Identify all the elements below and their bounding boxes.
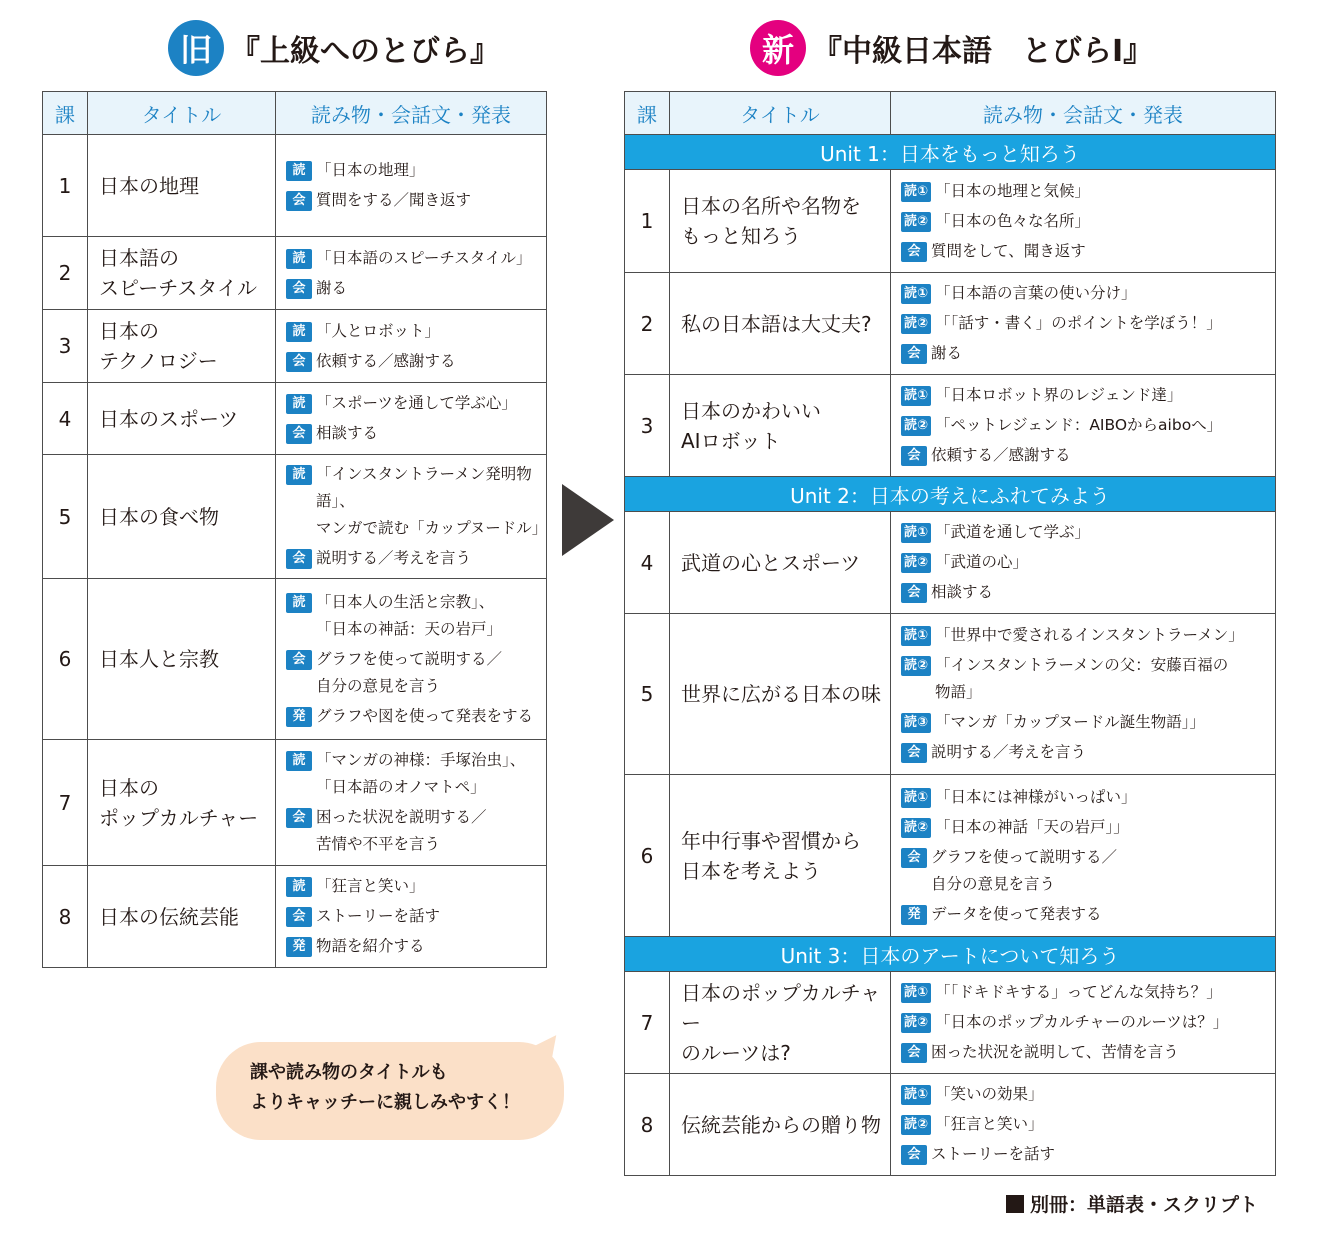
- table-row: [43, 383, 547, 455]
- material-text: ストーリーを話す: [931, 1145, 1056, 1163]
- lesson-materials: [891, 375, 1276, 477]
- material-item: [286, 318, 546, 345]
- material-item: [286, 589, 546, 643]
- lesson-title: 日本の地理: [88, 135, 276, 237]
- material-text: 「インスタントラーメンの父：安藤百福の 物語」: [935, 656, 1229, 701]
- material-type-badge: 会: [286, 352, 312, 372]
- material-type-badge: 読①: [901, 284, 931, 304]
- material-item: [901, 784, 1275, 811]
- material-type-badge: 会: [901, 1043, 927, 1063]
- table-row: [43, 579, 547, 740]
- lesson-materials: [891, 775, 1276, 937]
- material-type-badge: 読: [286, 877, 312, 897]
- material-text: 「マンガの神様：手塚治虫」、 「日本語のオノマトペ」: [316, 751, 526, 796]
- material-type-badge: 読①: [901, 386, 931, 406]
- material-item: [901, 844, 1275, 898]
- unit-header-row: [625, 135, 1276, 170]
- material-text: 「インスタントラーメン発明物語」、 マンガで読む「カップヌードル」: [316, 465, 548, 537]
- material-text: 「日本の神話「天の岩戸」」: [935, 817, 1129, 836]
- material-type-badge: 読③: [901, 713, 931, 733]
- material-item: [286, 703, 546, 730]
- material-text: 「日本語のスピーチスタイル」: [316, 248, 532, 267]
- lesson-number: 5: [625, 614, 670, 775]
- lesson-number: 5: [43, 455, 88, 579]
- material-text: 「スポーツを通して学ぶ心」: [316, 394, 517, 412]
- material-item: [286, 157, 546, 184]
- lesson-number: 1: [625, 170, 670, 273]
- lesson-title: 私の日本語は大丈夫?: [670, 273, 891, 375]
- material-item: [901, 549, 1275, 576]
- material-text: 「「話す・書く」のポイントを学ぼう！」: [935, 314, 1222, 332]
- material-text: グラフを使って説明する／ 自分の意見を言う: [931, 847, 1118, 893]
- supplement-note: [1006, 1190, 1258, 1217]
- new-badge-circle: 新: [750, 20, 806, 76]
- material-item: [901, 340, 1275, 367]
- material-text: 説明する／考えを言う: [931, 743, 1087, 761]
- black-square-icon: [1006, 1195, 1024, 1213]
- table-row: [625, 512, 1276, 614]
- material-type-badge: 会: [901, 583, 927, 603]
- table-row: [625, 170, 1276, 273]
- material-text: 「狂言と笑い」: [316, 877, 425, 895]
- lesson-title: 日本のかわいい AIロボット: [670, 375, 891, 477]
- material-text: 謝る: [316, 278, 348, 297]
- material-text: 「日本人の生活と宗教」、 「日本の神話：天の岩戸」: [316, 592, 503, 638]
- material-item: [901, 901, 1275, 928]
- material-item: [286, 804, 546, 858]
- lesson-number: 3: [625, 375, 670, 477]
- table-row: [625, 1074, 1276, 1176]
- material-item: [901, 739, 1275, 766]
- lesson-materials: [276, 135, 547, 237]
- material-text: 「武道を通して学ぶ」: [935, 523, 1091, 541]
- material-type-badge: 読②: [901, 818, 931, 838]
- material-text: 困った状況を説明する／ 苦情や不平を言う: [316, 808, 487, 853]
- lesson-title: 日本のスポーツ: [88, 383, 276, 455]
- lesson-number: 2: [625, 273, 670, 375]
- lesson-materials: [891, 273, 1276, 375]
- material-type-badge: 会: [901, 848, 927, 868]
- material-item: [286, 390, 546, 417]
- unit-header: Unit 2：日本の考えにふれてみよう: [625, 477, 1276, 512]
- material-text: 「日本の地理と気候」: [935, 181, 1091, 200]
- material-text: 「日本語の言葉の使い分け」: [935, 284, 1137, 302]
- lesson-title: 武道の心とスポーツ: [670, 512, 891, 614]
- lesson-title: 日本の テクノロジー: [88, 310, 276, 383]
- material-item: [286, 461, 546, 542]
- material-item: [286, 245, 546, 272]
- material-type-badge: 読: [286, 322, 312, 342]
- material-item: [901, 238, 1275, 265]
- table-row: [625, 972, 1276, 1074]
- material-item: [901, 1141, 1275, 1168]
- new-contents-table: [624, 91, 1276, 1176]
- material-type-badge: 会: [901, 242, 927, 262]
- table-row: [43, 740, 547, 866]
- table-row: [43, 866, 547, 968]
- lesson-number: 6: [43, 579, 88, 740]
- material-text: 「マンガ「カップヌードル誕生物語」」: [935, 713, 1206, 731]
- material-text: 質問をして、聞き返す: [931, 241, 1086, 260]
- table-row: [625, 273, 1276, 375]
- material-type-badge: 会: [286, 907, 312, 927]
- lesson-number: 8: [43, 866, 88, 968]
- old-book-title: 『上級へのとびら』: [230, 34, 500, 69]
- material-item: [286, 903, 546, 930]
- material-text: 「武道の心」: [935, 553, 1029, 571]
- lesson-materials: [276, 383, 547, 455]
- lesson-materials: [891, 512, 1276, 614]
- material-item: [901, 382, 1275, 409]
- material-type-badge: 読②: [901, 656, 931, 676]
- material-type-badge: 会: [286, 549, 312, 569]
- material-type-badge: 読②: [901, 553, 931, 573]
- lesson-title: 日本語の スピーチスタイル: [88, 237, 276, 310]
- arrow-right-icon: [562, 484, 614, 556]
- material-text: 「人とロボット」: [316, 321, 441, 340]
- table-row: [43, 237, 547, 310]
- material-type-badge: 会: [286, 650, 312, 670]
- material-item: [901, 412, 1275, 439]
- material-item: [901, 652, 1275, 706]
- material-item: [286, 873, 546, 900]
- material-type-badge: 会: [286, 279, 312, 299]
- supplement-text: 別冊：単語表・スクリプト: [1030, 1194, 1259, 1216]
- table-row: [625, 775, 1276, 937]
- material-item: [901, 519, 1275, 546]
- material-item: [901, 1111, 1275, 1138]
- material-text: データを使って発表する: [931, 904, 1102, 923]
- new-book-title: 『中級日本語 とびらⅠ』: [812, 34, 1154, 69]
- unit-header: Unit 3：日本のアートについて知ろう: [625, 937, 1276, 972]
- material-item: [286, 187, 546, 214]
- header-lesson: 課: [625, 92, 670, 135]
- table-row: [43, 135, 547, 237]
- material-type-badge: 読①: [901, 182, 931, 202]
- material-type-badge: 発: [286, 707, 312, 727]
- material-type-badge: 会: [286, 191, 312, 211]
- material-item: [901, 1009, 1275, 1036]
- lesson-number: 8: [625, 1074, 670, 1176]
- material-type-badge: 読: [286, 394, 312, 414]
- lesson-title: 世界に広がる日本の味: [670, 614, 891, 775]
- material-type-badge: 読②: [901, 1115, 931, 1135]
- header-lesson: 課: [43, 92, 88, 135]
- table-row: [625, 375, 1276, 477]
- material-item: [901, 1081, 1275, 1108]
- lesson-title: 伝統芸能からの贈り物: [670, 1074, 891, 1176]
- material-type-badge: 読②: [901, 314, 931, 334]
- lesson-number: 6: [625, 775, 670, 937]
- material-text: 相談する: [931, 583, 994, 601]
- lesson-materials: [891, 972, 1276, 1074]
- material-item: [901, 208, 1275, 235]
- material-type-badge: 会: [901, 344, 927, 364]
- material-text: 「笑いの効果」: [935, 1085, 1044, 1103]
- speech-bubble: [216, 1042, 564, 1140]
- material-item: [901, 622, 1275, 649]
- material-text: 物語を紹介する: [316, 937, 425, 955]
- material-text: 依頼する／感謝する: [931, 446, 1071, 464]
- old-contents-table: [42, 91, 547, 968]
- table-row: [625, 614, 1276, 775]
- lesson-materials: [276, 455, 547, 579]
- material-type-badge: 読①: [901, 788, 931, 808]
- unit-header: Unit 1：日本をもっと知ろう: [625, 135, 1276, 170]
- lesson-number: 1: [43, 135, 88, 237]
- material-text: グラフを使って説明する／ 自分の意見を言う: [316, 649, 503, 695]
- material-text: 「ペットレジェンド：AIBOからaiboへ」: [935, 416, 1223, 434]
- material-item: [286, 420, 546, 447]
- lesson-title: 日本の名所や名物を もっと知ろう: [670, 170, 891, 273]
- lesson-number: 3: [43, 310, 88, 383]
- material-item: [901, 814, 1275, 841]
- bubble-line-1: 課や読み物のタイトルも: [250, 1062, 448, 1083]
- table-row: [43, 455, 547, 579]
- lesson-number: 4: [43, 383, 88, 455]
- material-type-badge: 発: [286, 937, 312, 957]
- lesson-materials: [276, 740, 547, 866]
- lesson-materials: [891, 1074, 1276, 1176]
- material-text: 説明する／考えを言う: [316, 549, 472, 567]
- material-text: 「日本の色々な名所」: [935, 211, 1091, 230]
- bubble-line-2: よりキャッチーに親しみやすく！: [250, 1092, 520, 1113]
- material-type-badge: 読②: [901, 1013, 931, 1033]
- material-text: 「日本には神様がいっぱい」: [935, 787, 1137, 806]
- material-type-badge: 会: [901, 1145, 927, 1165]
- material-item: [286, 545, 546, 572]
- material-text: 「日本のポップカルチャーのルーツは？」: [935, 1013, 1229, 1031]
- lesson-materials: [276, 237, 547, 310]
- lesson-title: 日本の食べ物: [88, 455, 276, 579]
- material-item: [901, 442, 1275, 469]
- material-type-badge: 読: [286, 161, 312, 181]
- unit-header-row: [625, 477, 1276, 512]
- material-text: ストーリーを話す: [316, 907, 441, 925]
- material-type-badge: 読①: [901, 626, 931, 646]
- material-type-badge: 読①: [901, 983, 931, 1003]
- material-item: [901, 1039, 1275, 1066]
- header-title: タイトル: [670, 92, 891, 135]
- material-item: [901, 709, 1275, 736]
- material-type-badge: 発: [901, 905, 927, 925]
- header-title: タイトル: [88, 92, 276, 135]
- material-text: 「日本の地理」: [316, 161, 425, 179]
- material-item: [286, 933, 546, 960]
- lesson-materials: [891, 170, 1276, 273]
- material-text: 「「ドキドキする」ってどんな気持ち？」: [935, 983, 1222, 1001]
- lesson-number: 4: [625, 512, 670, 614]
- material-item: [286, 348, 546, 375]
- new-book-heading: [750, 20, 1153, 76]
- material-text: 「狂言と笑い」: [935, 1115, 1044, 1133]
- table-row: [43, 310, 547, 383]
- material-text: 「日本ロボット界のレジェンド達」: [935, 386, 1183, 404]
- material-text: 質問をする／聞き返す: [316, 191, 472, 209]
- material-type-badge: 会: [286, 424, 312, 444]
- material-type-badge: 会: [901, 446, 927, 466]
- material-text: 依頼する／感謝する: [316, 351, 456, 370]
- material-item: [901, 979, 1275, 1006]
- material-type-badge: 読②: [901, 416, 931, 436]
- material-type-badge: 読: [286, 465, 312, 485]
- old-badge-circle: 旧: [168, 20, 224, 76]
- lesson-title: 日本人と宗教: [88, 579, 276, 740]
- material-type-badge: 読: [286, 593, 312, 613]
- lesson-title: 日本の伝統芸能: [88, 866, 276, 968]
- lesson-materials: [276, 579, 547, 740]
- lesson-title: 日本のポップカルチャー のルーツは?: [670, 972, 891, 1074]
- old-book-heading: [168, 20, 500, 76]
- material-text: 「世界中で愛されるインスタントラーメン」: [935, 626, 1244, 644]
- material-item: [901, 579, 1275, 606]
- material-item: [286, 646, 546, 700]
- lesson-number: 7: [625, 972, 670, 1074]
- material-item: [901, 178, 1275, 205]
- lesson-materials: [891, 614, 1276, 775]
- lesson-number: 7: [43, 740, 88, 866]
- header-readings: 読み物・会話文・発表: [891, 92, 1276, 135]
- material-text: 謝る: [931, 344, 963, 362]
- material-item: [286, 747, 546, 801]
- material-type-badge: 読: [286, 249, 312, 269]
- material-text: グラフや図を使って発表をする: [316, 706, 534, 725]
- material-type-badge: 会: [901, 743, 927, 763]
- lesson-title: 年中行事や習慣から 日本を考えよう: [670, 775, 891, 937]
- header-readings: 読み物・会話文・発表: [276, 92, 547, 135]
- material-text: 困った状況を説明して、苦情を言う: [931, 1043, 1179, 1061]
- material-item: [286, 275, 546, 302]
- lesson-materials: [276, 866, 547, 968]
- lesson-materials: [276, 310, 547, 383]
- material-text: 相談する: [316, 424, 379, 442]
- material-type-badge: 読: [286, 751, 312, 771]
- material-item: [901, 310, 1275, 337]
- lesson-number: 2: [43, 237, 88, 310]
- lesson-title: 日本の ポップカルチャー: [88, 740, 276, 866]
- unit-header-row: [625, 937, 1276, 972]
- material-type-badge: 読①: [901, 1085, 931, 1105]
- material-type-badge: 読①: [901, 523, 931, 543]
- material-item: [901, 280, 1275, 307]
- material-type-badge: 読②: [901, 212, 931, 232]
- material-type-badge: 会: [286, 808, 312, 828]
